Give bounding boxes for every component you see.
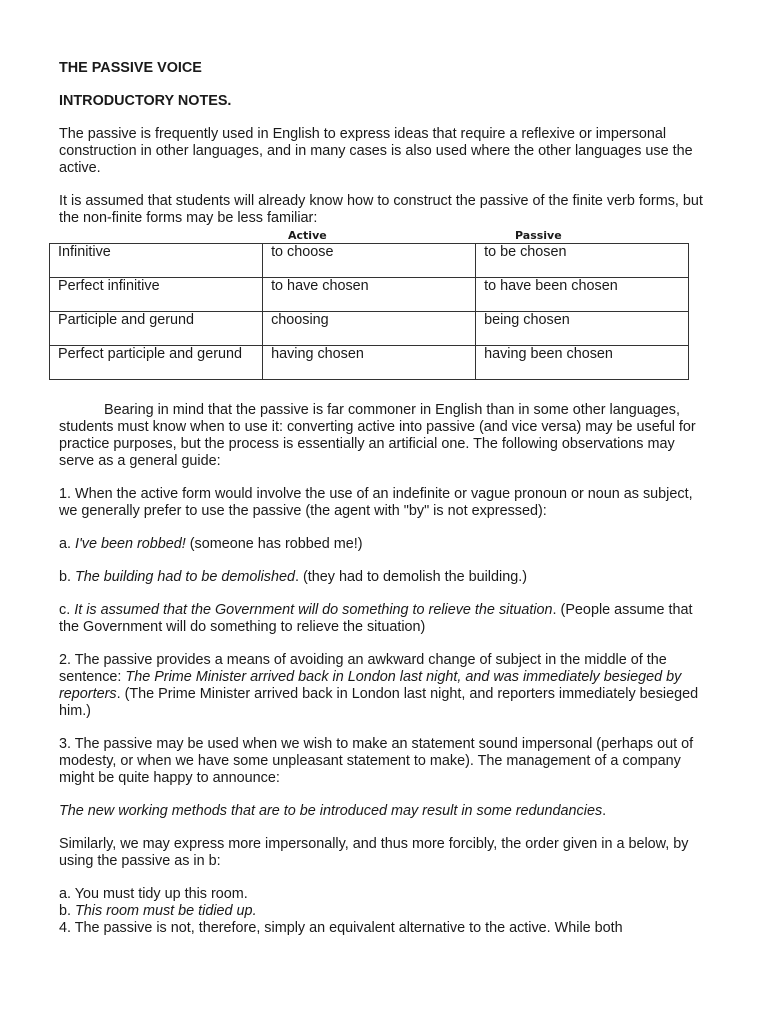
column-heading-active: Active bbox=[288, 229, 327, 242]
table-row bbox=[50, 346, 689, 380]
table-cell-active: to have chosen bbox=[263, 278, 476, 312]
intro-paragraph-1: The passive is frequently used in English to express ideas that require a reflexive or impersonal construction in other languages, and in many cases is also used where the other languages use the active. bbox=[59, 126, 693, 176]
guidance-paragraph: Bearing in mind that the passive is far commoner in English than in some other languages, students must know when to use it: converting active into passive (and vice versa) may be useful for practice purposes, but the process is essentially an artificial one. The following observations may serve as a general guide: bbox=[59, 402, 696, 469]
table-cell-form: Perfect participle and gerund bbox=[50, 346, 263, 380]
table-cell-active: choosing bbox=[263, 312, 476, 346]
point-1: 1. When the active form would involve the use of an indefinite or vague pronoun or noun as subject, we generally prefer to use the passive (the agent with "by" is not expressed): bbox=[59, 486, 693, 519]
section-heading: INTRODUCTORY NOTES. bbox=[59, 93, 232, 109]
example-b: b. The building had to be demolished. (they had to demolish the building.) bbox=[59, 569, 528, 585]
intro-paragraph-2: It is assumed that students will already know how to construct the passive of the finite verb forms, but the non-finite forms may be less familiar: bbox=[59, 193, 703, 226]
example-a: a. I've been robbed! (someone has robbed me!) bbox=[59, 536, 363, 552]
table-column-headings bbox=[59, 229, 709, 243]
table-cell-passive: to have been chosen bbox=[476, 278, 689, 312]
order-a: a. You must tidy up this room. bbox=[59, 886, 248, 902]
table-cell-active: to choose bbox=[263, 244, 476, 278]
document-page bbox=[59, 60, 709, 937]
point-2: 2. The passive provides a means of avoiding an awkward change of subject in the middle of the sentence: The Prime Minister arrived back in London last night, and was immediately besieged by reporters. (The Prime Minister arrived back in London last night, and reporters immediately besieged him.) bbox=[59, 652, 699, 719]
table-row bbox=[50, 278, 689, 312]
table-row bbox=[50, 312, 689, 346]
table-cell-form: Participle and gerund bbox=[50, 312, 263, 346]
table-cell-passive: being chosen bbox=[476, 312, 689, 346]
table-cell-active: having chosen bbox=[263, 346, 476, 380]
similarly-paragraph: Similarly, we may express more impersonally, and thus more forcibly, the order given in a below, by using the passive as in b: bbox=[59, 836, 689, 869]
verb-forms-table bbox=[49, 243, 689, 380]
point-4: 4. The passive is not, therefore, simply an equivalent alternative to the active. While both bbox=[59, 920, 623, 936]
table-row bbox=[50, 244, 689, 278]
table-cell-passive: having been chosen bbox=[476, 346, 689, 380]
example-quote: The new working methods that are to be introduced may result in some redundancies. bbox=[59, 803, 607, 819]
column-heading-passive: Passive bbox=[515, 229, 562, 242]
table-cell-passive: to be chosen bbox=[476, 244, 689, 278]
point-3: 3. The passive may be used when we wish to make an statement sound impersonal (perhaps out of modesty, or when we have some unpleasant statement to make). The management of a company might be quite happy to announce: bbox=[59, 736, 694, 786]
table-cell-form: Perfect infinitive bbox=[50, 278, 263, 312]
example-c: c. It is assumed that the Government will do something to relieve the situation. (People assume that the Government will do something to relieve the situation) bbox=[59, 602, 693, 635]
order-b: b. This room must be tidied up. bbox=[59, 903, 257, 919]
table-cell-form: Infinitive bbox=[50, 244, 263, 278]
document-title: THE PASSIVE VOICE bbox=[59, 60, 202, 76]
